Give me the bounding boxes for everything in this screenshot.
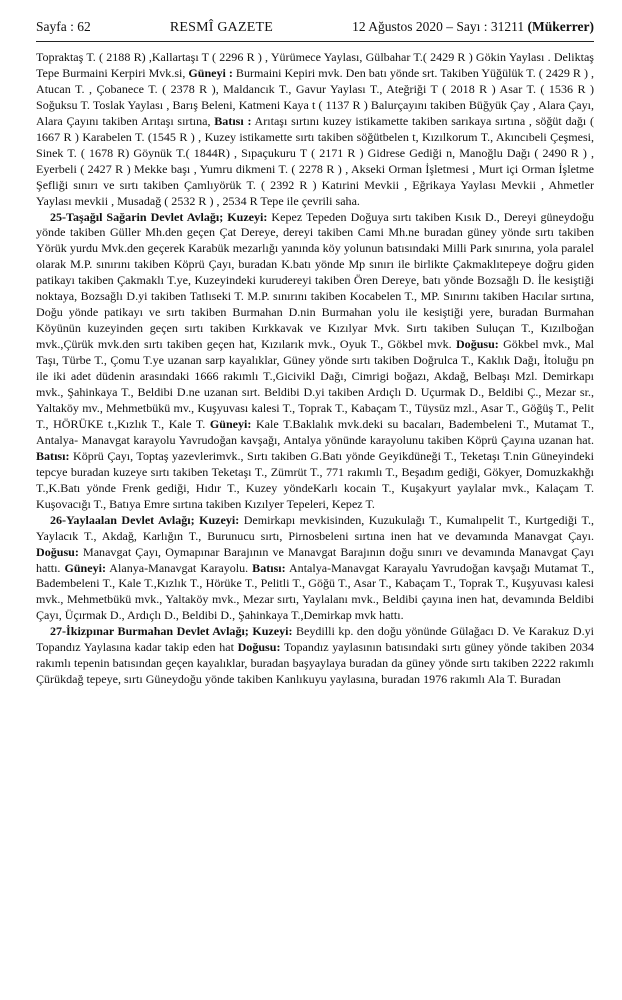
direction-label: Güneyi:	[209, 416, 252, 431]
section-heading: 26-Yaylaalan Devlet Avlağı; Kuzeyi:	[50, 512, 240, 527]
edition-label: (Mükerrer)	[527, 19, 594, 34]
direction-label: Doğusu:	[455, 337, 499, 352]
section-heading: 25-Taşağıl Sağarin Devlet Avlağı; Kuzeyi:	[50, 209, 268, 224]
paragraph-continuation: Topraktaş T. ( 2188 R) ,Kallartaşı T ( 2296 R ) , Yürümece Yaylası, Gülbahar T.( 2429 R ) Gökin Yaylası . Deliktaş Tepe Burmaini Kerpiri Mvk.si, Güneyi : Burmaini Kepiri mvk. Den batı yönde srt. Takiben Yüğülük T. ( 2429 R ) , Atucan T. , Çobanece T. ( 2378 R ), Maldancık T., Gavur Yaylası T., Ateğriği T ( 2018 R ) Asar T. ( 1536 R ) Soğuksu T. Toslak Yaylası , Barış Beleni, Katmeni Kaya t ( 1137 R ) Balurçayını takiben Büğyük Çay , Alara Çayı, Alara Çayını takiben Arıtaşı sırtına, Batısı : Arıtaşı sırtını kuzey istikamette takiben sarıkaya sırtına , söğüt dağı ( 1667 R ) Karabelen T. (1545 R ) , Kuzey istikamette sırtı takiben söğütbelen t, Kızılkorum T., Akıncıbeli Çeşmesi, Sinek T. ( 1678 R) Göynük T.( 1844R) , Sıpaçukuru T ( 2171 R ) Gidrese Gediği n, Manoğlu Dağı ( 2490 R ) , Eyerbeli ( 2427 R ) Mekke başı , Yumru dikmeni T. ( 2278 R ) , Akseki Orman İşletmesi , Murt içi Orman İşletme Şefliği sınırı ve sırtı takiben Çamlıyörük T. ( 2392 R ) Katırini Mevkii , Eğrikaya Yaylası Mevkii , Ahmetler Yaylası mevkii , Musadağ ( 2532 R ) , 2534 R Tepe ile çevrili saha.	[36, 50, 594, 208]
direction-label: Güneyi:	[64, 560, 106, 575]
direction-label: Batısı:	[36, 448, 70, 463]
direction-label: Batısı :	[214, 113, 252, 128]
page-number: Sayfa : 62	[36, 19, 91, 34]
direction-label: Doğusu:	[36, 544, 79, 559]
publication-title: RESMÎ GAZETE	[169, 20, 273, 35]
paragraph-27: 27-İkizpınar Burmahan Devlet Avlağı; Kuzeyi: Beydilli kp. den doğu yönünde Gülağacı D. Ve Karakuz D.yi Topandız Yaylasına kadar takip eden hat Doğusu: Topandız yaylasının batısındaki sırtı güney yönde takiben 2034 rakımlı tepenin batısından geçen kayalıklar, buradan başyaylaya buradan da güney yönde sırtı takiben 2222 rakımlı Çürükdağ tepeye, sırtı Güneydoğu yönde takiben Kanlıkuyu yaylasına, buradan 1976 rakımlı Ala T. Buradan	[36, 624, 594, 687]
document-body	[36, 50, 594, 688]
issue-info	[352, 18, 594, 36]
direction-label: Güneyi :	[188, 65, 233, 80]
direction-label: Doğusu:	[237, 640, 281, 655]
page-header	[36, 18, 594, 42]
issue-date: 12 Ağustos 2020 – Sayı : 31211	[352, 19, 525, 34]
paragraph-25: 25-Taşağıl Sağarin Devlet Avlağı; Kuzeyi: Kepez Tepeden Doğuya sırtı takiben Kısık D., Dereyi güneydoğu yönde takiben Güller Mh.den geçen Çat Dereye, dereyi takiben Cami Mh.ne buradan güney yönde sırtı takiben Yörük yurdu Mvk.den geçerek Karabük mezarlığı yanında köy yolunun batısındaki Milli Park sınırına, yola paralel olarak M.P. sınırını takiben Köprü Çayı, buradan K.batı yönde Mp sınırı ile birlikte Çakmaklıtepeye doğru giden patikayı takiben Çakmaklı T.ye, Kuzeyindeki kurudereyi takiben Ören Dereye, batı yönde Bozsağlı D. İle kesiştiği noktaya, Bozsağlı D.yi takiben Tatlıseki T. M.P. sınırını takiben Kocabelen T., MP. Sınırını takiben Hacılar sırtına, Doğu yönde patikayı ve sırtı takiben Burmahan D.nin Burmahan yolu ile kesiştiği yere, buradan Burmahan Köyünün kuzeyinden geçen sırtı takiben Kırkkavak ve Kızılyar Mvk. Sırtı takiben Suluçan T., Kızılboğan mvk.,Çürük mvk.den sırtı takiben geçen hat, Kızılarık mvk., Oyuk T., Gökbel mvk. Doğusu: Gökbel mvk., Mal Taşı, Türbe T., Çomu T.ye uzanan sarp kayalıklar, Güney yönde sırtı takiben Doğrulca T., Kaklık Dağı, İtoluğu pn ile iki adet düdenin arasındaki 1666 rakımlı T.,Gicivikl Dağı, Cimrigi boğazı, Akdağ, Belbaşı Mzl. Demirkapı mvk., Şahinkaya T., Beldibi D.ne uzanan sırt. Beldibi D.yi takiben Ardıçlı D. Uçurmak D., Beldibi Ç., Mezar sr., Yaltaköy mv., Mehmetbükü mv., Kuşyuvası kalesi T., Toprak T., Kabaçam T., Tüysüz mzl., Asar T., Göğüş T., Pelit T., HÖRÜKE t.,Kızlık T., Kale T. Güneyi: Kale T.Baklalık mvk.deki su bacaları, Badembeleni T., Mutamat T., Antalya- Manavgat karayolu Yavrudoğan kavşağı, Antalya yönünde karayolunu takiben Köprü Çayına uzanan hat. Batısı: Köprü Çayı, Toptaş yazevlerimvk., Sırtı takiben G.Batı yönde Geyikdüneği T., Teketaşı T.nin Güneyindeki tepcye buradan kuzeye sırtı takiben Teketaşı T., Zümrüt T., 771 rakımlı T., Beşadım gediği, Gökyer, Domuzkakhğı T.,K.Batı yönde Frenk gediği, Hıdır T., Kuzey yöndeKarlı kocain T., Kuşakyurt yaylalar mvk., Kalaçam T. Kuşovacığı T., Batıya Emre sırtına takiben Kızılyer Tepeleri, Kepez T.	[36, 209, 594, 511]
section-heading: 27-İkizpınar Burmahan Devlet Avlağı; Kuzeyi:	[50, 624, 293, 639]
paragraph-26: 26-Yaylaalan Devlet Avlağı; Kuzeyi: Demirkapı mevkisinden, Kuzukulağı T., Kumalıpelit T., Kurtgediği T., Yaylacık T., Akdağ, Karlığın T., Burunucu sırtı, Pirnosbeleni sırtına inen hat ve devamında Manavgat Çayı. Doğusu: Manavgat Çayı, Oymapınar Barajının ve Manavgat Barajının doğu sınırı ve devamında Manavgat Çayı hattı. Güneyi: Alanya-Manavgat Karayolu. Batısı: Antalya-Manavgat Karayalu Yavrudoğan kavşağı Mutamat T., Badembeleni T., Kale T.,Kızlık T., Hörüke T., Pelitli T., Göğü T., Asar T., Kabaçam T., Toprak T., Kuşyuvası kalesi mvk., Mehmetbükü mvk., Yaltaköy mvk., Mezar sırtı, Yaylalanı mvk., Beldibi çayına inen hat, devamında Beldibi Çayı, Üçırmak D., Ardıçlı D., Beldibi D., Şahinkaya T.,Demirkap mvk hattı.	[36, 512, 594, 623]
direction-label: Batısı:	[252, 560, 286, 575]
